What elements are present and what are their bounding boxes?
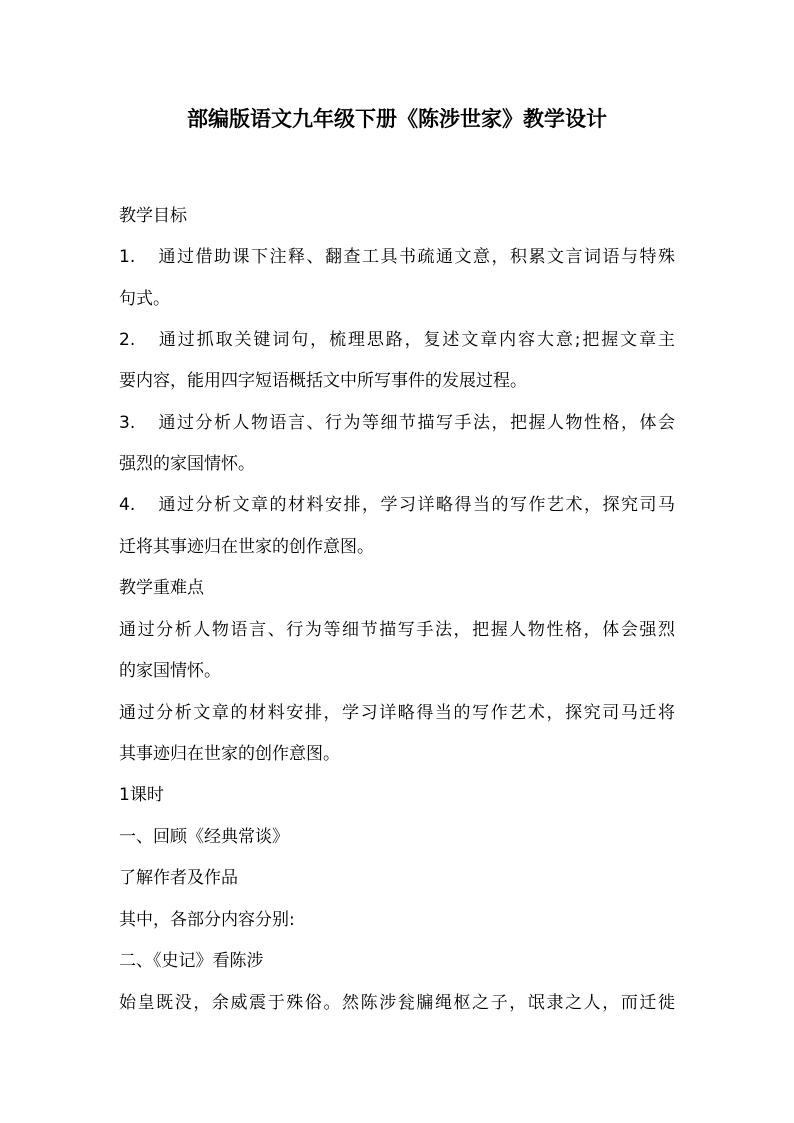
key-point-2-line-1: 通过分析文章的材料安排，学习详略得当的写作艺术，探究司马迁将 [119,703,675,723]
goal-1-number: 1. [119,247,136,267]
section-2-line-1: 始皇既没，余威震于殊俗。然陈涉瓮牖绳枢之子，氓隶之人，而迁徙 [119,993,675,1013]
goal-3-line-2: 强烈的家国情怀。 [119,454,255,474]
duration-text: 1课时 [119,785,164,805]
goal-2-line-2: 要内容，能用四字短语概括文中所写事件的发展过程。 [119,371,527,391]
goal-4-text: 通过分析文章的材料安排，学习详略得当的写作艺术，探究司马 [157,495,675,515]
goal-3-text: 通过分析人物语言、行为等细节描写手法，把握人物性格，体会 [157,413,675,433]
goal-1-text: 通过借助课下注释、翻查工具书疏通文意，积累文言词语与特殊 [157,247,675,267]
key-point-1-line-2: 的家国情怀。 [119,661,221,681]
key-point-1-line-1: 通过分析人物语言、行为等细节描写手法，把握人物性格，体会强烈 [119,620,675,640]
goal-4-number: 4. [119,495,136,515]
document-title: 部编版语文九年级下册《陈涉世家》教学设计 [187,107,607,131]
goal-2-text: 通过抓取关键词句，梳理思路，复述文章内容大意;把握文章主 [157,330,675,350]
key-points-heading: 教学重难点 [119,578,204,598]
goal-4-line-2: 迁将其事迹归在世家的创作意图。 [119,537,374,557]
section-1-line-1: 了解作者及作品 [119,868,238,888]
goal-2-number: 2. [119,330,136,350]
section-2-heading: 二、《史记》看陈涉 [119,951,264,971]
goal-2-line-1 [119,327,675,353]
goals-heading: 教学目标 [119,206,187,226]
goal-1-line-2: 句式。 [119,289,170,309]
section-1-line-2: 其中，各部分内容分别: [119,910,295,930]
section-1-heading: 一、回顾《经典常谈》 [119,827,289,847]
goal-1-line-1 [119,244,675,270]
goal-3-line-1 [119,410,675,436]
goal-4-line-1 [119,492,675,518]
key-point-2-line-2: 其事迹归在世家的创作意图。 [119,744,340,764]
goal-3-number: 3. [119,413,136,433]
